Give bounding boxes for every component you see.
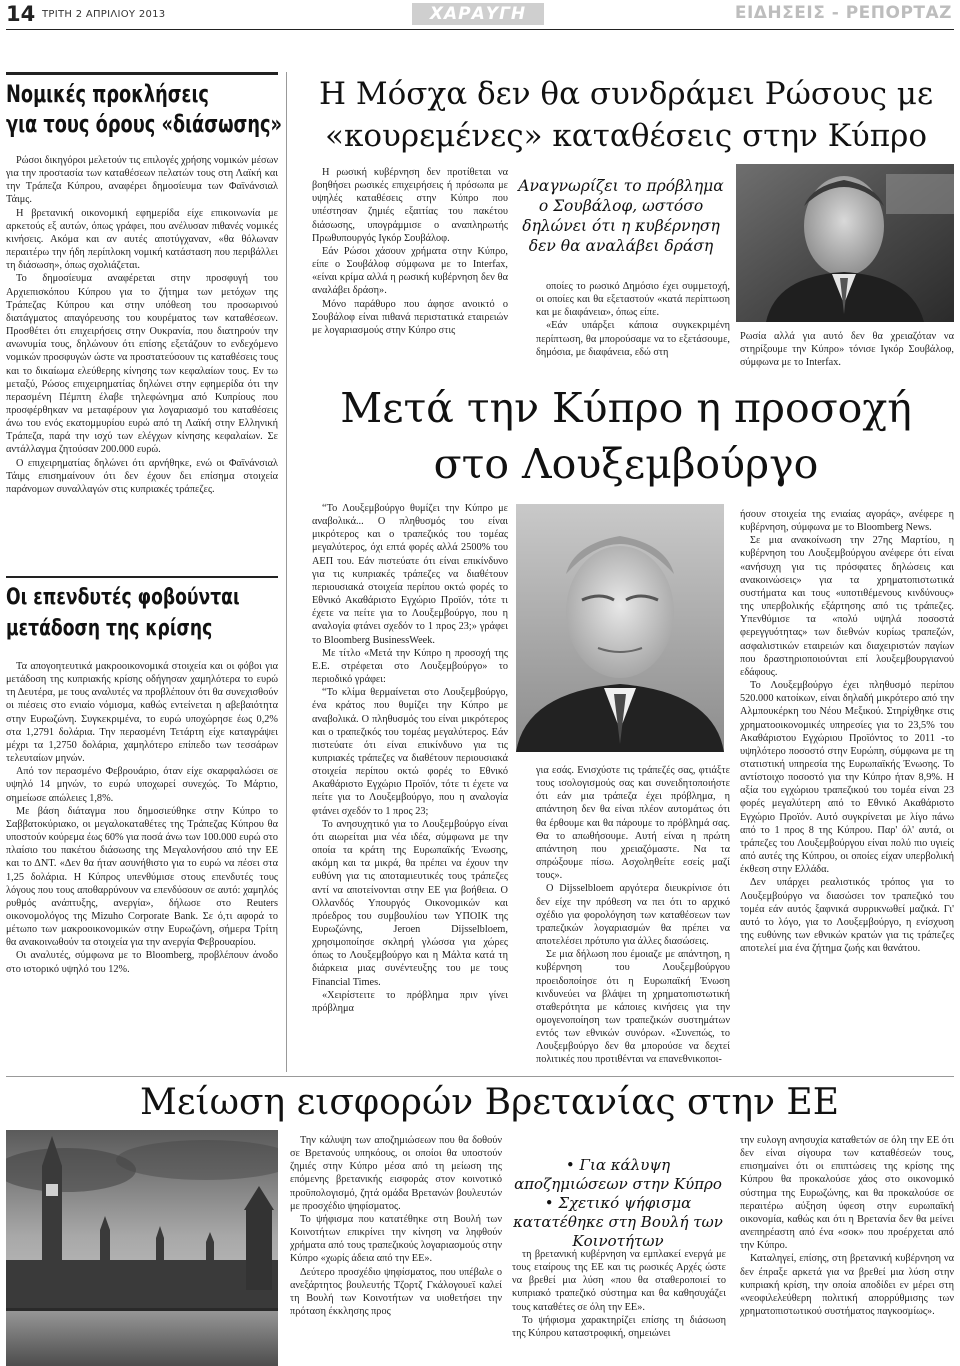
luxembourg-article-title-line2: στο Λουξεμβούργο [433,440,819,488]
paragraph: Με τίτλο «Μετά την Κύπρο η προσοχή της Ε.Ε. στρέφεται στο Λουξεμβούργο» το περιοδικό γράφει: [312,647,508,686]
paragraph: Το δημοσίευμα αναφέρεται στην προσφυγή του Αρχιεπισκόπου Κύπρου για το ζήτημα των μετόχων της Τράπεζας Κύπρου και στην υπόθεση του προσωρινού διατάγματος απαγόρευσης του κουρέματος των καταθέσεων. Προσθέτει ότι επιχειρήσεις στην Ουκρανία, που διατηρούν την ανωνυμία τους, δηλώνουν ότι επίσης εξετάζουν το ενδεχόμενο νομικών προσφυγών ώστε να προστατεύσουν τις καταθέσεις τους και το δικαίωμα ελεύθερης κίνησης των κεφαλαίων τους. Εν τω μεταξύ, Ρώσος επιχειρηματίας δηλώνει στην εφημερίδα ότι την περασμένη Πέμπτη έλαβε τηλεφώνημα από Κυπρίους που προσφέρθηκαν να μεταφέρουν για λογαριασμό του καταθέσεις άνω του ενός εκατομμυρίου ευρώ από τη Λαϊκή στην Ελληνική Τράπεζα, παρά την ισχύ των ελέγχων κίνησης κεφαλαίων. Σε αντάλλαγμα ζητούσαν 200.000 ευρώ. [6,273,278,456]
paragraph: τη βρετανική κυβέρνηση να εμπλακεί ενεργά με τους εταίρους της ΕΕ και τις ρωσικές Αρχές ώστε να βρεθεί μια λύση «που θα σταθεροποιεί το κυπριακό τραπεζικό σύστημα και θα καθησυχάζει τους καταθέτες σε όλη την ΕΕ». [512,1249,726,1313]
shuvalov-photo-caption: Ρωσία αλλά για αυτό δεν θα χρειαζόταν να στηρίξουμε την Κύπρο» τόνισε Ιγκόρ Σουβάλοφ, σύμφωνα με το Interfax. [740,331,954,369]
britain-article-col3 [740,1134,954,1366]
header-rule [6,29,954,30]
left-article-title-line2: για τους όρους «διάσωσης» [6,110,283,138]
juncker-photo [516,504,724,752]
portrait-image [736,164,954,322]
column-separator [286,72,287,1072]
paragraph: Εάν Ρώσοι χάσουν χρήματα στην Κύπρο, είπε ο Σουβάλοφ σύμφωνα με το Interfax, «είναι κρίμα αλλά η ρωσική κυβέρνηση δεν θα αναλάβει δράση». [312,245,508,297]
paragraph: ήσουν στοιχεία της ενιαίας αγοράς», ανέφερε η κυβέρνηση, σύμφωνα με το Bloomberg News. [740,509,954,534]
paragraph: Μόνο παράθυρο που άφησε ανοικτό ο Σουβάλοφ είναι πιθανά περιστατικά εταιρειών με λογαριασμούς στην Κύπρο στις [312,298,508,336]
paragraph: Καταληγεί, επίσης, στη βρετανική κυβέρνηση να δεν έπραξε αρκετά για να βρεθεί μια λύση στην κυπριακή κρίση, την οποία αποδίδει εν μέρει στη «νεοφιλελεύθερη πολιτική απορρύθμισης των χρηματοπιστωτικού συστήματος παγκοσμίως». [740,1253,954,1318]
paragraph: Σε μια δήλωση που έμοιαζε με απάντηση, η κυβέρνηση του Λουξεμβούργου προειδοποίησε ότι η Ευρωπαϊκή Ένωση κινδυνεύει να βλάψει τη χρηματοπιστωτική σταθερότητα με κάποιες κινήσεις για την ομογενοποίηση των τραπεζικών συστημάτων εντός των εθνικών συνόρων. «Συνεπώς, το Λουξεμβούργο δεν θα μπορούσε να δεχτεί πολιτικές που προτιθένται να επανεθνικοποι- [536,949,730,1066]
paragraph: Οι αναλυτές, σύμφωνα με το Bloomberg, προβλέπουν άνοδο στο ιστορικό υψηλό του 12%. [6,950,278,975]
left-article-title-line1: Νομικές προκλήσεις [6,80,209,108]
paragraph: Το ψήφισμα που κατατέθηκε στη Βουλή των Κοινοτήτων επικρίνει την κίνηση να ληφθούν χρήματα από τους τραπεζικούς λογαριασμούς στην Κύπρο «χωρίς άδεια από την ΕΕ». [290,1213,502,1265]
parliament-image [6,1130,278,1366]
moscow-article-title-line1: Η Μόσχα δεν θα συνδράμει Ρώσους με [318,76,934,112]
britain-article-top-rule [6,1076,954,1077]
paragraph: “Το κλίμα θερμαίνεται στο Λουξεμβούργο, ένα κράτος που θυμίζει την Κύπρο με αναβολικά. Ο πληθυσμός του είναι μικρότερος και ο τραπεζικός του τομέας μεγαλύτερος. Εάν πιστεύατε ότι είναι επικίνδυνο για τις κυπριακές τράπεζες να διαθέτουν περιουσιακά στοιχεία περίπου οκτώ φορές το Εθνικό Ακαθάριστο Εγχώριο Προϊόν, τότε τι έχετε να πείτε για το Λουξεμβούργο, που η αναλογία φτάνει σχεδόν το 1 προς 23; [312,687,508,817]
paragraph: Η ρωσική κυβέρνηση δεν προτίθεται να βοηθήσει ρωσικές επιχειρήσεις ή πρόσωπα με υψηλές καταθέσεις στην Κύπρο που υπέστησαν ζημιές εξαιτίας του πακέτου διάσωσης, υπογράμμισε ο αναπληρωτής Πρωθυπουργός Ιγκόρ Σουβάλοφ. [312,167,508,244]
britain-article-title: Μείωση εισφορών Βρετανίας στην ΕΕ [140,1082,839,1123]
paragraph: «Εάν υπάρξει κάποια συγκεκριμένη περίπτωση, θα μπορούσαμε να το εξετάσουμε, δημόσια, με διαφάνεια, εδώ στη [536,320,730,358]
paragraph: Το ανησυχητικό για το Λουξεμβούργο είναι ότι αιωρείται μια νέα ιδέα, σύμφωνα με την οποία τα κράτη της Ευρωπαϊκής Ένωσης, ακόμη και τα μικρά, θα πρέπει να έχουν την ευθύνη για τις αποταμιευτικές τους τράπεζες αντί να αποτείνονται στην ΕΕ για βοήθεια. Ο Ολλανδός Υπουργός Οικονομικών και πρόεδρος του συμβουλίου των ΥΠΟΙΚ της Ευρωζώνης, Jeroen Dijsselbloem, χρησιμοποίησε σκληρή γλώσσα για χώρες όπως το Λουξεμβούργο και η Μάλτα κατά τη διάρκεια μιας συνέντευξης του με τους Financial Times. [312,818,508,988]
paragraph: Το Λουξεμβούργο έχει πληθυσμό περίπου 520.000 κατοίκων, είναι δηλαδή μικρότερο από την Αλμπουκέρκη του Νέου Μεξικού. Στηρίχθηκε στις χρηματοοικονομικές υπηρεσίες για το 23,5% του Ακαθάριστου Εγχώριου Προϊόντος το 2011 -το υψηλότερο ποσοστό στην Ευρώπη, σύμφωνα με τη στατιστική υπηρεσία της Ευρωπαϊκής Ένωσης. Το αντίστοιχο ποσοστό για την Κύπρο ήταν 8,9%. Η αξία του εγχώριου τραπεζικού του τομέα είναι 23 φορές μεγαλύτερη από το Εθνικό Ακαθάριστο Εγχώριο Προϊόν. Αυτό συγκρίνεται με λίγο πάνω από το 1 προς 8 της Κύπρου. Παρ' όλ' αυτά, οι τράπεζες του Λουξεμβούργου είναι πολύ πιο υγιείς από αυτές της Κύπρου, οι οποίες είχαν υπερβολική έκθεση στην Ελλάδα. [740,680,954,876]
paragraph: Δεν υπάρχει ρεαλιστικός τρόπος για το Λουξεμβούργο να διασώσει τον τραπεζικό του τομέα εάν αυτός ξαφνικά συρρικνωθεί μαζικά. Γι' αυτό το λόγο, για το Λουξεμβούργο, η ενίσχυση της ευθύνης των εθνικών κρατών για τις τράπεζες αποτελεί μια ένα ζήτημα ζωής και θανάτου. [740,877,954,955]
paragraph: την ευλογη ανησυχία καταθετών σε όλη την ΕΕ ότι δεν είναι σίγουρα των καταθέσεών τους, επισημαίνει ότι οι επιπτώσεις της κρίσης της Κύπρου θα προκαλούσε χάος στο οικονομικό σύστημα της Ευρωζώνης, και θα προκαλούσε σε περαιτέρω αύξηση ύφεση στην ευρωπαϊκή οικονομία, καθώς και ότι η Βρετανία δεν θα μείνει ανεπηρέαστη από ένα «σοκ» που προέρχεται από την Κύπρο. [740,1135,954,1252]
britain-pull-quote: • Για κάλυψη αποζημιώσεων στην Κύπρο • Σχετικό ψήφισμα κατατέθηκε στη Βουλή των Κοινοτήτων [513,1156,723,1250]
paragraph: Σε μια ανακοίνωση την 27ης Μαρτίου, η κυβέρνηση του Λουξεμβούργου ανέφερε ότι είναι «ανήσυχη για τις πρόσφατες δηλώσεις και ανακοινώσεις» για τα χρηματοπιστωτικά συστήματα και τους «υποτιθέμενους κινδύνους» της υπερβολικής εξάρτησης από τις τράπεζες. Υπενθύμισε τα «πολύ υψηλά ποσοστά φερεγγυότητας» των διεθνών κυρίως τραπεζών, ασφαλιστικών εταιρειών και διαχειριστών παγίων που δραστηριοποιούνται επί λουξεμβουργιανού εδάφους. [740,535,954,678]
investors-article-body [6,660,278,1068]
left-article-top-rule [6,72,278,75]
paragraph: “Το Λουξεμβούργο θυμίζει την Κύπρο με αναβολικά... Ο πληθυσμός του είναι μικρότερος και ο τραπεζικός του τομέας μεγαλύτερος, όχι επτά φορές αλλά 2500% του ΑΕΠ του. Εάν πιστεύατε ότι είναι επικίνδυνο για τις κυπριακές τράπεζες να διαθέτουν περιουσιακά στοιχεία περίπου οκτώ φορές το Εθνικό Ακαθάριστο Εγχώριο Προϊόν, τότε τι έχετε να πείτε για το Λουξεμβούργο, που η αναλογία φτάνει σχεδόν το 1 προς 23;» γράφει το Bloomberg BusinessWeek. [312,503,508,646]
luxembourg-article-title-line1: Μετά την Κύπρο η προσοχή [340,384,912,432]
paragraph: Δεύτερο προσχέδιο ψηφίσματος, που υπέβαλε ο ανεξάρτητος βουλευτής Τζορτζ Γκάλογουεϊ καλεί τη Βουλή των Κοινοτήτων να υιοθετήσει την πρόταση έκκλησης προς [290,1266,502,1318]
portrait-image [516,504,724,752]
moscow-article-title-line2: «κουρεμένες» καταθέσεις στην Κύπρο [325,118,927,154]
paragraph: Ρώσοι δικηγόροι μελετούν τις επιλογές χρήσης νομικών μέσων για την προστασία των καταθέσεων πελατών τους στη Λαϊκή και την Τράπεζα Κύπρου, αναφέρει δημοσίευμα των Φαϊνάνσιαλ Τάιμς. [6,155,278,206]
paragraph: Η βρετανική οικονομική εφημερίδα είχε επικοινωνία με αρκετούς εξ αυτών, όπως γράφει, που ανέλυσαν πιθανές νομικές κινήσεις. Ακόμα και αν αυτές αποτύγχαναν, «θα θόλωναν περαιτέρω την ήδη περίπλοκη νομική κατάσταση που περιβάλλει τη διάσωση», όπως σχολιάζεται. [6,207,278,272]
luxembourg-article-col2 [536,764,730,1068]
paragraph: Ο Dijsselbloem αργότερα διευκρίνισε ότι δεν είχε την πρόθεση να πει ότι το αρχικό σχέδιο για φορολόγηση των καταθέσεων των τραπεζικών λογαριασμών θα πρέπει να αποτελέσει πρότυπο για άλλες διασώσεις. [536,883,730,948]
issue-date: ΤΡΙΤΗ 2 ΑΠΡΙΛΙΟΥ 2013 [42,9,166,20]
luxembourg-article-col3 [740,508,954,1068]
section-title: ΕΙΔΗΣΕΙΣ - ΡΕΠΟΡΤΑΖ [734,3,952,23]
westminster-photo [6,1130,278,1366]
paragraph: οποίες το ρωσικό Δημόσιο έχει συμμετοχή, οι οποίες και θα εξεταστούν «κατά περίπτωση και με διαφάνεια», όπως είπε. [536,281,730,319]
paragraph: Την κάλυψη των αποζημιώσεων που θα δοθούν σε Βρετανούς υπηκόους, οι οποίοι θα υποστούν ζημιές στην Κύπρο μέσα από τη μείωση της επόμενης βρετανικής εισφοράς στον κοινοτικό προϋπολογισμό, ζητά ομάδα Βρετανών βουλευτών με προσχέδιο ψηφίσματος. [290,1135,502,1212]
paragraph: για εσάς. Ενισχύστε τις τράπεζές σας, φτιάξτε τους ισολογισμούς σας και συνειδητοποιήστε ότι εάν μια τράπεζα έχει πρόβλημα, η απάντηση δεν θα είναι πλέον αυτομάτως ότι θα έρθουμε και θα πάρουμε το πρόβλημά σας. Θα το απωθήσουμε. Αυτή είναι η πρώτη απάντηση που χρειαζόμαστε. Να τα σπρώξουμε πίσω. Ασχοληθείτε εσείς μαζί τους». [536,765,730,882]
paragraph: Ο επιχειρηματίας δηλώνει ότι αρνήθηκε, ενώ οι Φαϊνάνσιαλ Τάιμς επισημαίνουν ότι δεν έχουν δει επίσημα στοιχεία παράνομων συναλλαγών στις κυπριακές τράπεζες. [6,457,278,495]
investors-article-title-line2: μετάδοση της κρίσης [6,616,213,641]
moscow-pull-quote: Αναγνωρίζει το πρόβλημα ο Σουβάλοφ, ωστόσο δηλώνει ότι η κυβέρνηση δεν θα αναλάβει δράση [518,177,724,255]
left-article-body [6,154,278,572]
luxembourg-article-col1 [312,502,508,1068]
paragraph: Το ψήφισμα χαρακτηρίζει επίσης τη διάσωση της Κύπρου καταστροφική, σημειώνει [512,1314,726,1339]
paragraph: Από τον περασμένο Φεβρουάριο, όταν είχε σκαρφαλώσει σε υψηλό 14 μηνών, το ευρώ υποχωρεί συνεχώς. Το Μάρτιο, σημείωσε απώλειες 1,8%. [6,766,278,804]
paragraph: «Χειρίστειτε το πρόβλημα πριν γίνει πρόβλημα [312,989,508,1014]
britain-article-col1 [290,1134,502,1366]
moscow-article-col1 [312,166,508,370]
moscow-article-col2 [536,280,730,370]
shuvalov-photo [736,164,954,322]
britain-article-col2 [512,1248,726,1366]
paragraph: Τα απογοητευτικά μακροοικονομικά στοιχεία και οι φόβοι για μετάδοση της κυπριακής κρίσης οδήγησαν χαμηλότερα το ευρώ τη Δευτέρα, με τους αναλυτές να προβλέπουν ότι θα συνεχισθούν οι πιέσεις στο ενιαίο νόμισμα, καθώς εντείνεται η αβεβαιότητα στην Ευρωζώνη. Συγκεκριμένα, το ευρώ υποχώρησε έως 0,2% στα 1,2791 δολάρια. Την περασμένη Τετάρτη είχε καταγράψει μέχρι τα 1,2750 δολάρια, χαμηλότερο επίπεδο των τεσσάρων τελευταίων μηνών. [6,661,278,765]
newspaper-logo: ΧΑΡΑΥΓΗ [412,3,544,25]
investors-article-title-line1: Οι επενδυτές φοβούνται [6,585,240,610]
page-number: 14 [6,2,36,26]
investors-article-top-rule [6,576,278,578]
paragraph: Με βάση διάταγμα που δημοσιεύθηκε στην Κύπρο το Σαββατοκύριακο, οι μεγαλοκαταθέτες της Τράπεζας Κύπρου θα υποστούν κούρεμα έως 60% για ποσά άνω των 100.000 ευρώ στο πλαίσιο του πακέτου διάσωσης της Μεγαλονήσου από την ΕΕ και το ΔΝΤ. «Δεν θα ήταν ασυνήθιστο για το ευρώ να πέσει στα 1,25 δολάρια. Η Κύπρος υπενθύμισε στους επενδυτές τους λόγους που τους αποθαρρύνουν να επενδύσουν σε αυτό: χαμηλός ρυθμός ανάπτυξης, ανεργία», δήλωσε στο Reuters οικονομολόγος της Mizuho Corporate Bank. Σε ό,τι αφορά το μέτωπο των μακροοικονομικών στην Ευρωζώνη, σήμερα Τρίτη θα ανακοινωθούν τα στοιχεία για την ανεργία Φεβρουαρίου. [6,805,278,949]
